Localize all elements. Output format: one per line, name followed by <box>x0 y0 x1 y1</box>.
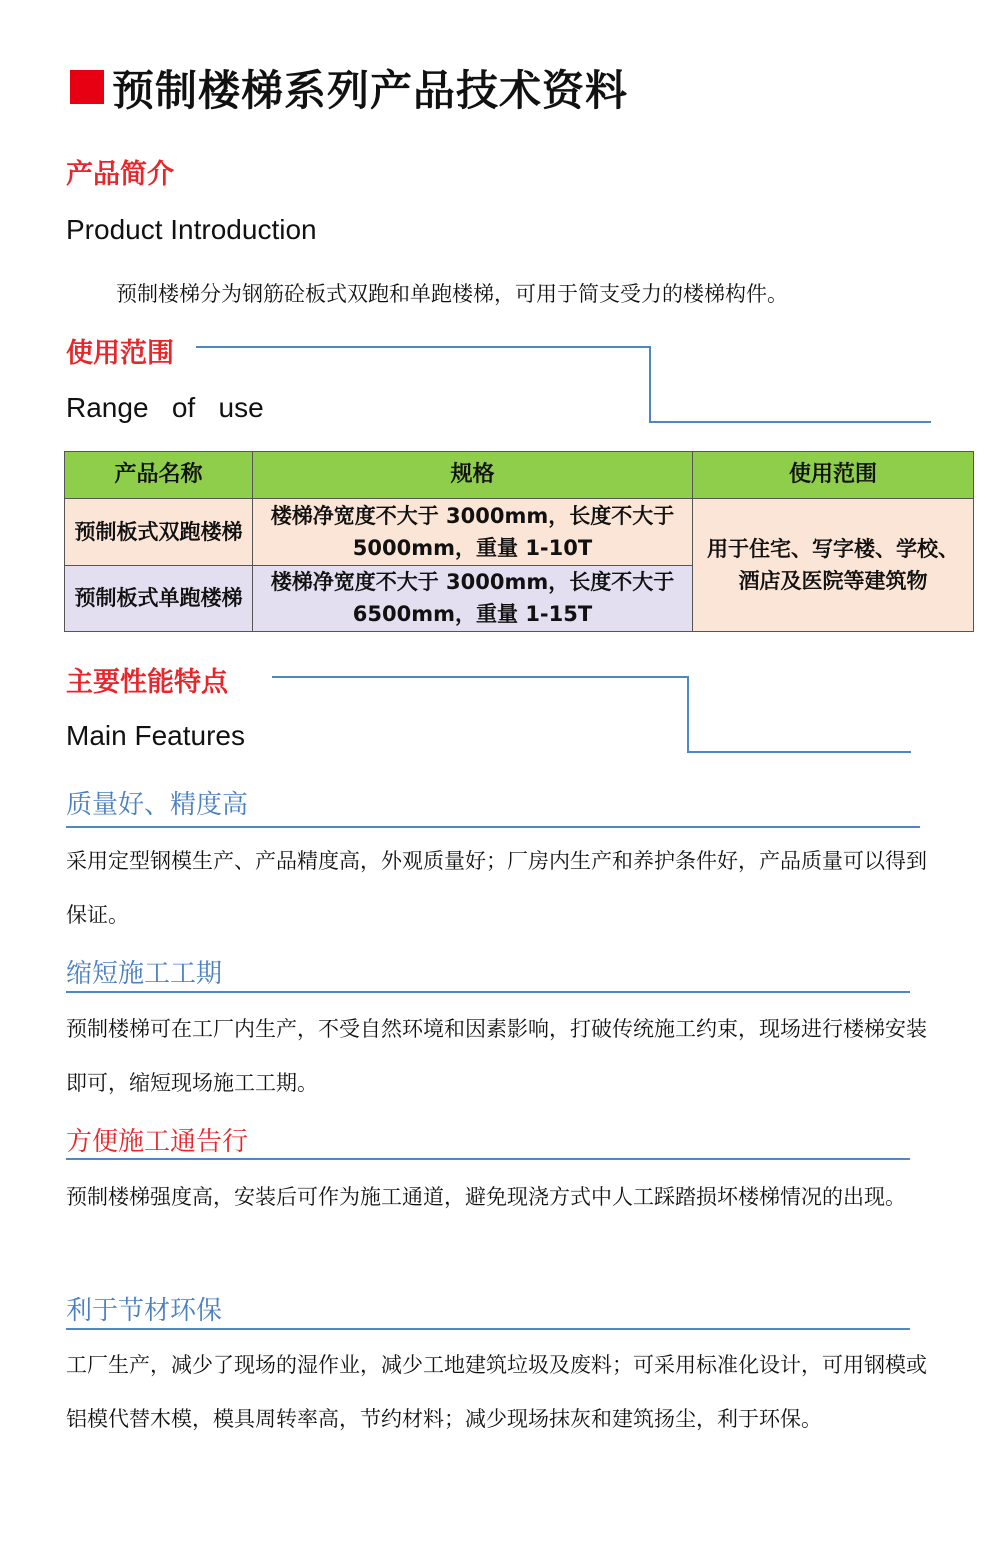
feature-title-schedule: 缩短施工工期 <box>66 959 223 989</box>
features-heading-cn: 主要性能特点 <box>66 667 228 698</box>
feature-divider <box>66 826 920 828</box>
page-title: 预制楼梯系列产品技术资料 <box>112 66 629 115</box>
feature-divider <box>66 991 910 993</box>
product-name-cell: 预制板式双跑楼梯 <box>65 499 253 566</box>
product-spec-cell: 楼梯净宽度不大于 3000mm，长度不大于 5000mm，重量 1-10T <box>253 499 693 566</box>
range-divider-bottom <box>649 421 931 423</box>
feature-text-quality: 采用定型钢模生产、产品精度高，外观质量好；厂房内生产和养护条件好，产品质量可以得到保证。 <box>66 849 927 927</box>
features-divider-top <box>272 676 688 678</box>
intro-heading-en: Product Introduction <box>66 214 317 245</box>
range-heading-en: Range of use <box>66 392 264 423</box>
range-heading-cn: 使用范围 <box>66 338 174 369</box>
features-divider-bottom <box>687 751 911 753</box>
intro-text: 预制楼梯分为钢筋砼板式双跑和单跑楼梯，可用于简支受力的楼梯构件。 <box>116 282 788 306</box>
feature-title-passage: 方便施工通告行 <box>66 1127 249 1157</box>
table-row <box>65 499 974 566</box>
table-header-spec: 规格 <box>253 452 693 499</box>
feature-text-schedule: 预制楼梯可在工厂内生产，不受自然环境和因素影响，打破传统施工约束，现场进行楼梯安装即可，缩短现场施工工期。 <box>66 1017 927 1095</box>
usage-cell: 用于住宅、写字楼、学校、酒店及医院等建筑物 <box>693 499 974 632</box>
intro-heading-cn: 产品简介 <box>66 159 174 190</box>
feature-title-quality: 质量好、精度高 <box>66 790 249 820</box>
feature-text-passage: 预制楼梯强度高，安装后可作为施工通道，避免现浇方式中人工踩踏损坏楼梯情况的出现。 <box>66 1185 906 1209</box>
feature-title-eco: 利于节材环保 <box>66 1296 223 1326</box>
table-header-row <box>65 452 974 499</box>
spec-table <box>64 451 974 632</box>
title-marker-icon <box>70 70 104 104</box>
feature-divider <box>66 1328 910 1330</box>
features-heading-en: Main Features <box>66 720 245 751</box>
range-divider-top <box>196 346 650 348</box>
product-name-cell: 预制板式单跑楼梯 <box>65 565 253 632</box>
product-spec-cell: 楼梯净宽度不大于 3000mm，长度不大于 6500mm，重量 1-15T <box>253 565 693 632</box>
feature-text-eco: 工厂生产，减少了现场的湿作业，减少工地建筑垃圾及废料；可采用标准化设计，可用钢模或铝模代替木模，模具周转率高，节约材料；减少现场抹灰和建筑扬尘，利于环保。 <box>66 1353 927 1431</box>
range-divider-vertical <box>649 346 651 423</box>
table-header-usage: 使用范围 <box>693 452 974 499</box>
feature-divider <box>66 1158 910 1160</box>
table-header-name: 产品名称 <box>65 452 253 499</box>
features-divider-vertical <box>687 676 689 753</box>
